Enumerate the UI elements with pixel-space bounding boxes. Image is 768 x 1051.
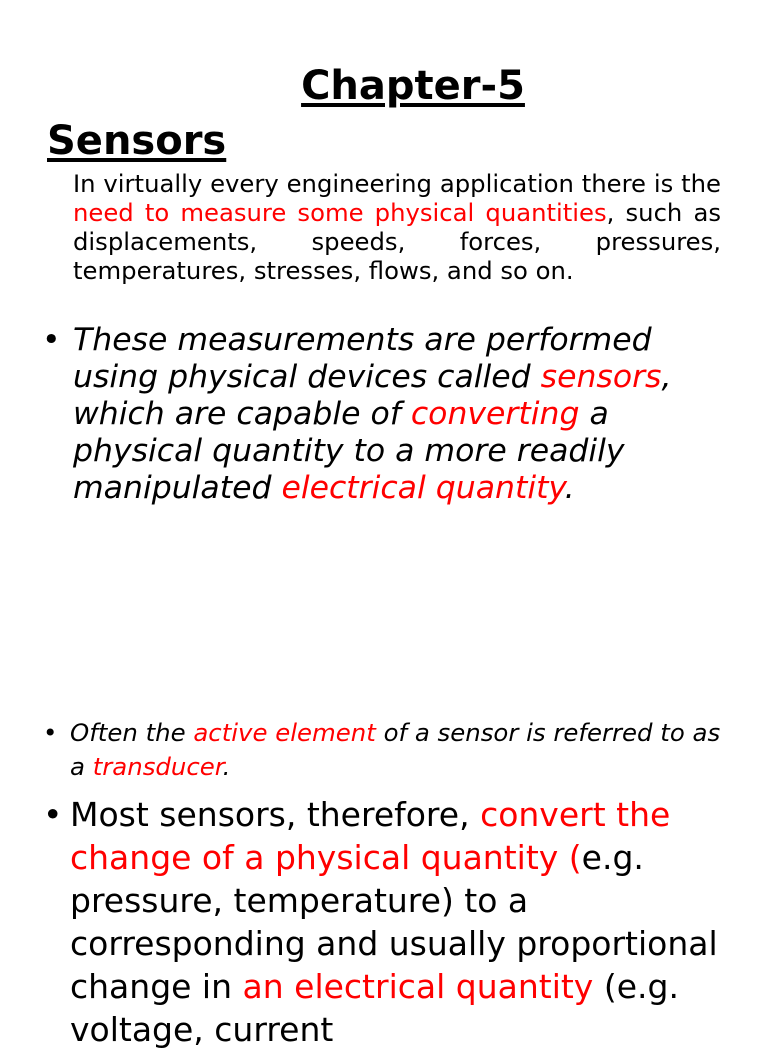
intro-highlight: need to measure some physical quantities [73, 198, 607, 227]
bullet2-highlight-active-element: active element [193, 718, 376, 747]
bullet1-highlight-converting: converting [410, 396, 580, 432]
bullet-marker: • [43, 795, 63, 834]
bullet1-highlight-electrical: electrical quantity [281, 470, 565, 506]
bullet1-highlight-sensors: sensors [540, 359, 662, 395]
bullet-conversion [43, 793, 730, 1051]
bullet-transducer [43, 716, 730, 784]
bullet-marker: • [43, 718, 58, 747]
bullet-marker: • [42, 322, 61, 358]
intro-text-2: , such as displacements, speeds, forces, pressures, temperatures, stresses, flows, and so on. [73, 198, 721, 285]
bullet1-text-2: , which are capable of [73, 359, 672, 432]
section-heading: Sensors [47, 118, 227, 164]
intro-text-1: In virtually every engineering application there is the [73, 169, 721, 198]
bullet2-highlight-transducer: transducer [92, 752, 223, 781]
intro-paragraph [73, 169, 721, 285]
chapter-title: Chapter-5 [301, 63, 525, 109]
bullet2-text-2: of a sensor is referred to as a [70, 718, 721, 781]
bullet2-text-3: . [222, 752, 231, 781]
bullet3-text-2: e.g. pressure, temperature) to a corresponding and usually proportional change in [70, 838, 718, 1006]
bullet1-text-1: These measurements are performed using physical devices called [73, 322, 652, 395]
bullet2-text-1: Often the [70, 718, 194, 747]
bullet-sensors-definition [42, 322, 733, 507]
bullet3-text-1: Most sensors, therefore, [70, 795, 481, 834]
bullet1-text-4: . [564, 470, 575, 506]
bullet1-text-3: a physical quantity to a more readily manipulated [73, 396, 625, 506]
bullet3-highlight-convert: convert the change of a physical quantity ( [70, 795, 671, 877]
bullet3-text-3: (e.g. voltage, current [70, 967, 679, 1049]
bullet3-highlight-electrical: an electrical quantity [242, 967, 594, 1006]
